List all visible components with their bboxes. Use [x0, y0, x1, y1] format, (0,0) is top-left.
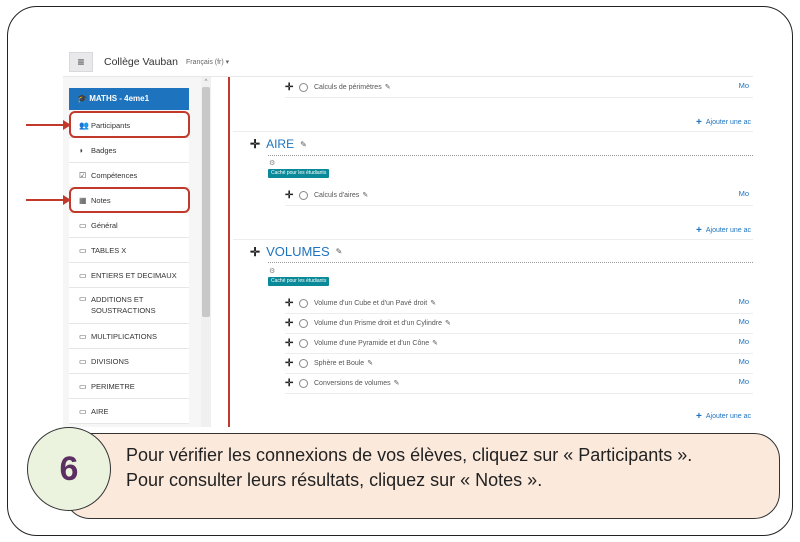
sidebar-item-label: Badges: [91, 145, 117, 155]
checkbox-icon: ☑: [79, 170, 87, 180]
completion-circle-icon[interactable]: [299, 83, 308, 92]
sidebar-item-perimetre[interactable]: [69, 374, 189, 399]
edit-pencil-icon[interactable]: ✎: [335, 247, 343, 256]
add-activity-link[interactable]: [696, 411, 751, 422]
activity-row[interactable]: [285, 78, 753, 96]
gear-icon[interactable]: ⚙: [269, 160, 276, 167]
activity-name[interactable]: Volume d'un Cube et d'un Pavé droit: [314, 299, 428, 307]
activity-name[interactable]: Conversions de volumes: [314, 379, 391, 387]
sidebar-item-label: Participants: [91, 120, 131, 130]
folder-icon: ▭: [79, 245, 87, 255]
activity-row[interactable]: [285, 294, 753, 312]
edit-pencil-icon[interactable]: ✎: [444, 320, 451, 327]
divider: [285, 97, 753, 98]
section-title-text: AIRE: [266, 137, 295, 151]
sidebar-item-label: ENTIERS ET DECIMAUX: [91, 270, 177, 280]
more-menu[interactable]: Mo: [738, 377, 749, 386]
highlight-participants: [69, 111, 190, 138]
activity-row[interactable]: [285, 334, 753, 352]
edit-pencil-icon[interactable]: ✎: [384, 84, 391, 91]
section-title-volumes[interactable]: [250, 244, 342, 259]
sidebar-item-label: Général: [91, 220, 118, 230]
sidebar-item-label: ADDITIONS ET SOUSTRACTIONS: [91, 295, 156, 315]
activity-row[interactable]: [285, 314, 753, 332]
completion-circle-icon[interactable]: [299, 379, 308, 388]
more-menu[interactable]: Mo: [738, 337, 749, 346]
folder-icon: ▭: [79, 294, 87, 303]
section-title-text: VOLUMES: [266, 244, 330, 259]
sidebar-item-competences[interactable]: [69, 163, 189, 188]
sidebar-item-divisions[interactable]: [69, 349, 189, 374]
sidebar-item-label: TABLES X: [91, 245, 127, 255]
language-menu[interactable]: Français (fr) ▾: [186, 59, 230, 66]
more-menu[interactable]: Mo: [738, 317, 749, 326]
activity-name[interactable]: Volume d'un Prisme droit et d'un Cylindre: [314, 319, 442, 327]
sidebar-item-badges[interactable]: [69, 138, 189, 163]
edit-pencil-icon[interactable]: ✎: [367, 360, 374, 367]
users-icon: 👥: [79, 120, 89, 130]
badge-icon: ◗: [79, 145, 84, 155]
edit-pencil-icon[interactable]: ✎: [432, 340, 439, 347]
sidebar-item-tables-x[interactable]: [69, 238, 189, 263]
gear-icon[interactable]: ⚙: [269, 268, 276, 275]
add-activity-label: Ajouter une ac: [705, 413, 751, 420]
divider: [285, 205, 753, 206]
plus-icon: +: [696, 411, 702, 422]
sidebar-item-entiers-decimaux[interactable]: [69, 263, 189, 288]
activity-name[interactable]: Volume d'une Pyramide et d'un Cône: [314, 339, 430, 347]
sidebar-item-general[interactable]: [69, 213, 189, 238]
hidden-badge: Caché pour les étudiants: [268, 277, 329, 286]
course-name: MATHS - 4eme1: [89, 94, 150, 103]
edit-pencil-icon[interactable]: ✎: [393, 380, 400, 387]
section-marker-line: [228, 77, 230, 427]
edit-pencil-icon[interactable]: ✎: [300, 139, 307, 149]
section-title-aire[interactable]: [250, 137, 307, 151]
move-icon[interactable]: ✛: [285, 81, 294, 93]
sidebar-item-multiplications[interactable]: [69, 324, 189, 349]
activity-row[interactable]: [285, 354, 753, 372]
grid-icon: ▦: [79, 195, 87, 205]
add-activity-link[interactable]: [696, 117, 751, 128]
arrow-participants-icon: [26, 124, 64, 126]
more-menu[interactable]: Mo: [738, 189, 749, 198]
sidebar-item-aire[interactable]: [69, 399, 189, 424]
sidebar-item-label: Notes: [91, 195, 111, 205]
sidebar-item-label: PERIMETRE: [91, 381, 135, 391]
instruction-text: [126, 443, 766, 493]
more-menu[interactable]: Mo: [738, 297, 749, 306]
completion-circle-icon[interactable]: [299, 359, 308, 368]
sidebar-item-label: AIRE: [91, 406, 109, 416]
more-menu[interactable]: Mo: [738, 357, 749, 366]
edit-pencil-icon[interactable]: ✎: [362, 192, 369, 199]
sidebar-item-additions-soustractions[interactable]: [69, 288, 189, 324]
plus-icon: +: [696, 225, 702, 236]
folder-icon: ▭: [79, 220, 87, 230]
folder-icon: ▭: [79, 381, 87, 391]
move-icon[interactable]: ✛: [285, 337, 294, 349]
divider: [285, 393, 753, 394]
sidebar-item-label: DIVISIONS: [91, 356, 129, 366]
activity-row[interactable]: [285, 374, 753, 392]
add-activity-label: Ajouter une ac: [705, 227, 751, 234]
more-menu[interactable]: Mo: [738, 81, 749, 90]
move-icon[interactable]: ✛: [285, 297, 294, 309]
course-content: [233, 77, 753, 427]
folder-icon: ▭: [79, 406, 87, 416]
completion-circle-icon[interactable]: [299, 191, 308, 200]
scroll-up-icon[interactable]: ^: [204, 79, 208, 85]
activity-name[interactable]: Calculs d'aires: [314, 191, 360, 199]
highlight-notes: [69, 187, 190, 213]
section-divider: [268, 262, 753, 263]
sidebar-scrollbar-thumb[interactable]: [202, 87, 210, 317]
instruction-line-1: Pour vérifier les connexions de vos élèves, cliquez sur « Participants ».: [126, 445, 693, 465]
section-divider: [268, 155, 753, 156]
hidden-badge: Caché pour les étudiants: [268, 169, 329, 178]
sidebar-item-label: MULTIPLICATIONS: [91, 331, 157, 341]
folder-icon: ▭: [79, 356, 87, 366]
sidebar-course-header[interactable]: [69, 88, 189, 110]
top-navbar: [63, 47, 753, 77]
edit-pencil-icon[interactable]: ✎: [430, 300, 437, 307]
sidebar-item-label: Compétences: [91, 170, 138, 180]
move-icon[interactable]: ✛: [250, 244, 261, 259]
site-name[interactable]: Collège Vauban: [104, 56, 178, 68]
divider: [233, 239, 753, 240]
move-icon[interactable]: ✛: [285, 377, 294, 389]
completion-circle-icon[interactable]: [299, 339, 308, 348]
folder-icon: ▭: [79, 270, 87, 280]
activity-name[interactable]: Sphère et Boule: [314, 359, 365, 367]
activity-name[interactable]: Calculs de périmètres: [314, 83, 382, 91]
instruction-line-2: Pour consulter leurs résultats, cliquez sur « Notes ».: [126, 470, 543, 490]
completion-circle-icon[interactable]: [299, 319, 308, 328]
move-icon[interactable]: ✛: [285, 189, 294, 201]
add-activity-label: Ajouter une ac: [705, 119, 751, 126]
hamburger-icon[interactable]: ≡: [69, 52, 93, 72]
move-icon[interactable]: ✛: [285, 357, 294, 369]
step-number-badge: 6: [27, 427, 111, 511]
graduation-cap-icon: 🎓: [77, 94, 87, 103]
move-icon[interactable]: ✛: [285, 317, 294, 329]
plus-icon: +: [696, 117, 702, 128]
divider: [233, 131, 753, 132]
moodle-screenshot: [63, 47, 753, 427]
arrow-notes-icon: [26, 199, 64, 201]
move-icon[interactable]: ✛: [250, 137, 261, 151]
folder-icon: ▭: [79, 331, 87, 341]
completion-circle-icon[interactable]: [299, 299, 308, 308]
add-activity-link[interactable]: [696, 225, 751, 236]
activity-row[interactable]: [285, 186, 753, 204]
